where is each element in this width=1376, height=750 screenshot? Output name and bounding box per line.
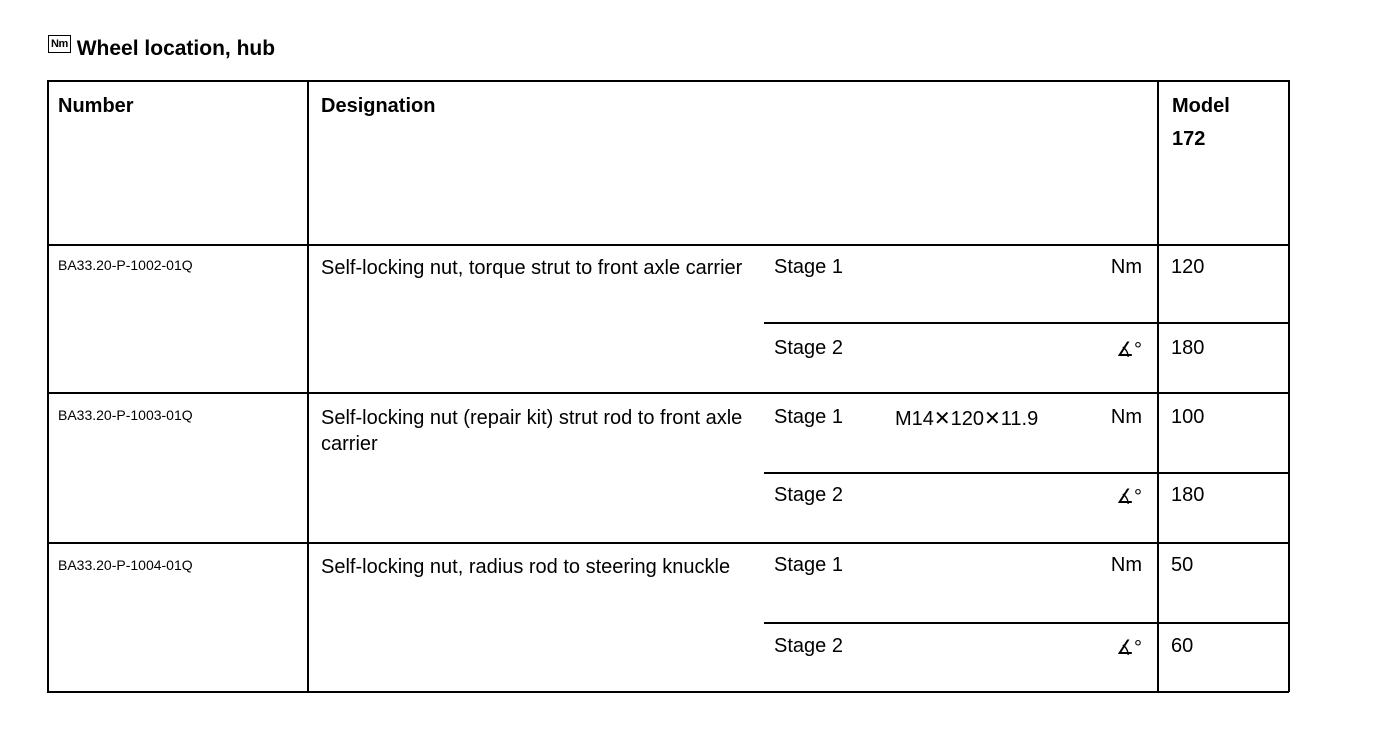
row-divider-2: [47, 542, 1289, 544]
header-model: [1172, 90, 1230, 156]
row-1-stage-1-label: Stage 1: [774, 256, 843, 278]
row-3-stage-2-value: 60: [1171, 635, 1194, 657]
torque-table: [47, 80, 1289, 692]
header-model-value: 172: [1172, 128, 1206, 150]
row-2-designation: Self-locking nut (repair kit) strut rod to front axle carrier: [321, 407, 743, 455]
table-border-bottom: [47, 691, 1289, 693]
row-3-stage-1-label: Stage 1: [774, 554, 843, 576]
row-3-number: BA33.20-P-1004-01Q: [58, 557, 193, 573]
row-1-stage-1-unit: Nm: [1110, 256, 1142, 278]
row-3-stage-2-angle-icon: ∡°: [1116, 637, 1142, 659]
header-number: Number: [58, 95, 134, 117]
row-1-stage-2-angle-icon: ∡°: [1116, 339, 1142, 361]
row-1-number: BA33.20-P-1002-01Q: [58, 257, 193, 273]
row-3-stage-1-unit: Nm: [1110, 554, 1142, 576]
row-3-stage-2-label: Stage 2: [774, 635, 843, 657]
row-2-stage-1-spec: M14✕120✕11.9: [895, 408, 1039, 430]
row-3-stage-1-value: 50: [1171, 554, 1194, 576]
header-designation: Designation: [321, 95, 436, 117]
row-2-stage-1-unit: Nm: [1110, 406, 1142, 428]
column-divider-number: [307, 80, 309, 692]
torque-nm-icon: Nm: [48, 35, 71, 53]
stage-divider-2: [764, 472, 1289, 474]
column-divider-model: [1157, 80, 1159, 692]
row-2-stage-2-value: 180: [1171, 484, 1205, 506]
row-2-stage-1-value: 100: [1171, 406, 1205, 428]
row-1-stage-1-value: 120: [1171, 256, 1205, 278]
row-2-number: BA33.20-P-1003-01Q: [58, 407, 193, 423]
row-divider-header: [47, 244, 1289, 246]
row-divider-1: [47, 392, 1289, 394]
row-2-stage-2-label: Stage 2: [774, 484, 843, 506]
row-1-stage-2-value: 180: [1171, 337, 1205, 359]
table-border-right: [1288, 80, 1290, 692]
stage-divider-3: [764, 622, 1289, 624]
row-2-stage-1-label: Stage 1: [774, 406, 843, 428]
page-title: [48, 34, 275, 64]
row-1-stage-2-label: Stage 2: [774, 337, 843, 359]
row-2-stage-2-angle-icon: ∡°: [1116, 486, 1142, 508]
row-3-designation: Self-locking nut, radius rod to steering knuckle: [321, 556, 731, 578]
row-1-designation: Self-locking nut, torque strut to front axle carrier: [321, 257, 743, 279]
header-model-label: Model: [1172, 95, 1230, 117]
title-text: Wheel location, hub: [76, 37, 276, 60]
table-border-top: [47, 80, 1289, 82]
stage-divider-1: [764, 322, 1289, 324]
table-border-left: [47, 80, 49, 692]
